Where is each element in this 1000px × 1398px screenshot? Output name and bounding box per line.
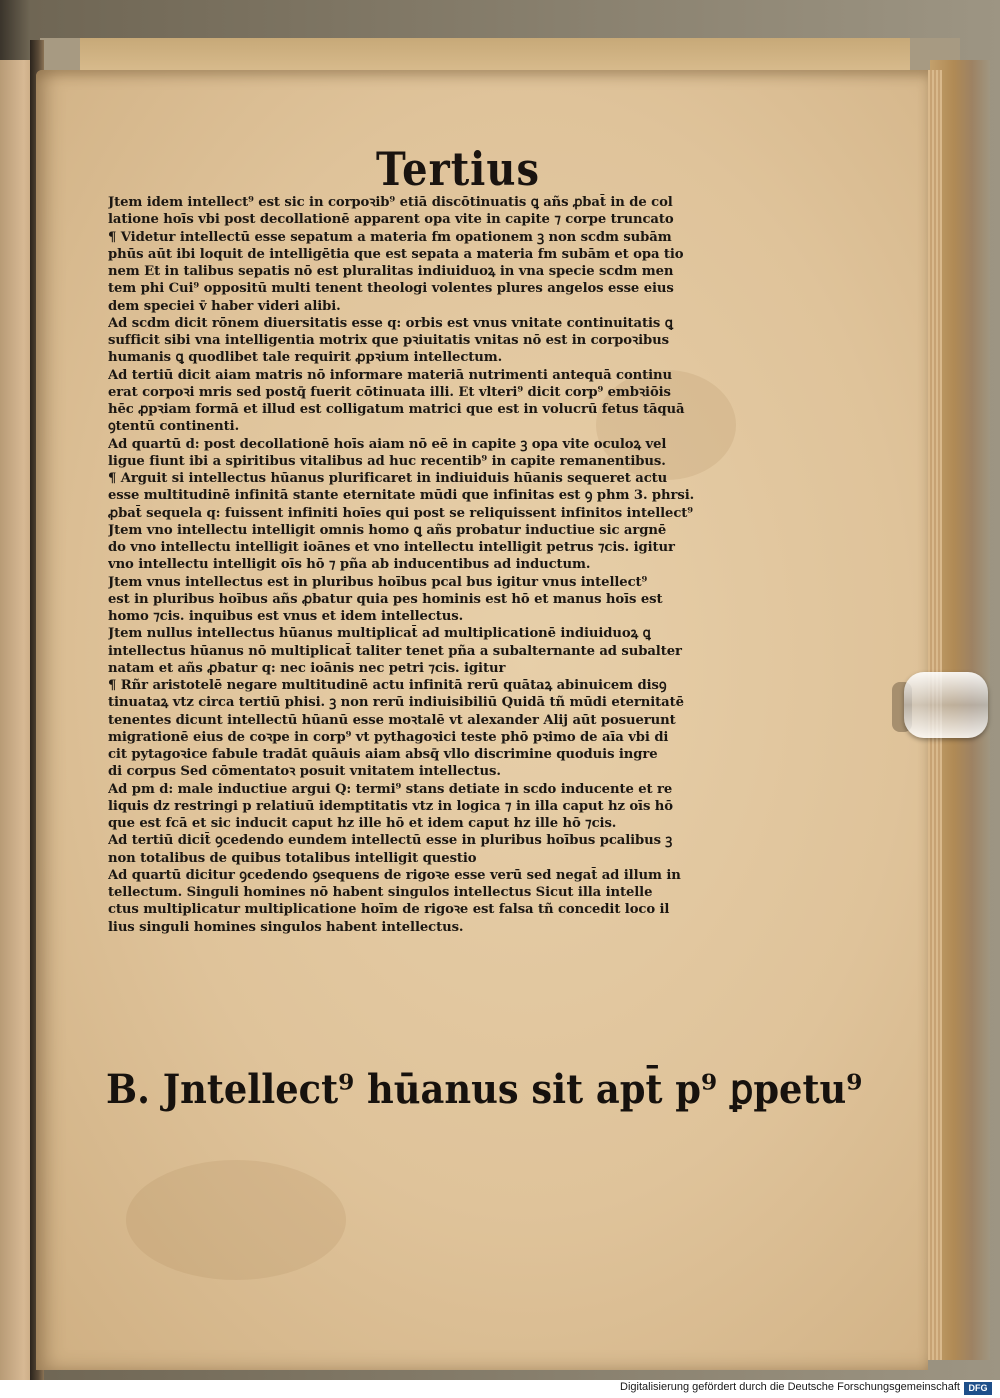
- text-line: non totalibus de quibus totalibus intelligit questio: [108, 850, 477, 866]
- text-line: ¶ Videtur intellectū esse sepatum a materia fm opationem ꝫ non scdm subām: [108, 229, 672, 245]
- body-text: [108, 194, 732, 936]
- text-line: nem Et in talibus sepatis nō est pluralitas indiuiduoꝝ in vna specie scdm men: [108, 264, 674, 279]
- text-line: latione hoīs vbi post decollationē apparent opa vite in capite ⁊ corpe truncato: [108, 212, 674, 228]
- text-line: ¶ Arguit si intellectus hūanus plurificaret in indiuiduis hūanis sequeret actu: [108, 471, 668, 486]
- page-stain: [126, 1160, 346, 1280]
- text-line: Ad tertiū dicit̄ ꝯcedendo eundem intellectū esse in pluribus hoībus pcalibus ꝫ: [108, 833, 673, 849]
- text-line: intellectus hūanus nō multiplicat̄ taliter tenet pña a subalternante ad subalter: [108, 643, 682, 659]
- text-line: lius singuli homines singulos habent intellectus.: [108, 919, 464, 935]
- text-line: ligue fiunt ibi a spiritibus vitalibus ad huc recentib⁹ in capite remanentibus.: [108, 453, 666, 469]
- text-line: phūs aūt ibi loquit de intelligētia que est sepata a materia fm subām et opa tio: [108, 246, 684, 262]
- text-line: Jtem vnus intellectus est in pluribus hoībus pcal bus igitur vnus intellect⁹: [108, 574, 648, 590]
- text-line: tem phi Cui⁹ oppositū multi tenent theologi volentes plures angelos esse eius: [108, 281, 674, 297]
- text-line: liquis dz restringi p relatiuū idemptitatis vtz in logica ⁊ in illa caput hz oīs hō: [108, 798, 673, 814]
- running-head: Tertius: [376, 142, 540, 197]
- text-line: Ad scdm dicit rōnem diuersitatis esse q: orbis est vnus vnitate continuitatis ꝗ: [108, 315, 673, 331]
- text-line: natam et añs ꝓbatur q: nec ioānis nec petri ⁊cis. igitur: [108, 660, 506, 676]
- facing-page-edge: [0, 60, 34, 1380]
- funding-notice: Digitalisierung gefördert durch die Deutsche Forschungsgemeinschaft: [620, 1381, 960, 1393]
- text-line: Ad quartū d: post decollationē hoīs aiam nō eē in capite ꝫ opa vite oculoꝝ vel: [108, 436, 667, 452]
- text-line: ꝓbat̄ sequela q: fuissent infiniti hoīes qui post se reliquissent infinitos intellect⁹: [108, 505, 693, 521]
- text-line: Ad quartū dicitur ꝯcedendo ꝯsequens de rigoꝛe esse verū sed negat̄ ad illum in: [108, 867, 681, 883]
- text-line: Jtem idem intellect⁹ est sic in corpoꝛib⁹ etiā discōtinuatis ꝗ añs ꝓbat̄ in de col: [108, 195, 673, 210]
- text-line: sufficit sibi vna intelligentia motrix que pꝛiuitatis vnitas nō est in corpoꝛibus: [108, 333, 669, 348]
- text-line: ctus multiplicatur multiplicatione hoīm de rigoꝛe est falsa tñ concedit loco il: [108, 902, 670, 918]
- text-line: di corpus Sed cōmentatoꝛ posuit vnitatem intellectus.: [108, 764, 501, 780]
- text-line: Jtem nullus intellectus hūanus multiplicat̄ ad multiplicationē indiuiduoꝝ ꝗ: [108, 626, 651, 642]
- text-line: erat corpoꝛi mris sed postq̄ fuerit cōtinuata illi. Et vlteri⁹ dicit corp⁹ embꝛiōis: [108, 384, 671, 400]
- text-line: que est fcā et sic inducit caput hz ille hō et idem caput hz ille hō ⁊cis.: [108, 816, 617, 831]
- text-line: esse multitudinē infinitā stante eternitate mūdi que infinitas est ꝯ phm 3. phrsi.: [108, 488, 695, 504]
- text-line: est in pluribus hoībus añs ꝓbatur quia pes hominis est hō et manus hoīs est: [108, 591, 663, 607]
- text-line: tellectum. Singuli homines nō habent singulos intellectus Sicut illa intelle: [108, 885, 653, 900]
- page-top-edge: [80, 38, 910, 74]
- text-line: Ad tertiū dicit aiam matris nō informare materiā nutrimenti antequā continu: [108, 367, 673, 383]
- text-line: Jtem vno intellectu intelligit omnis homo ꝗ añs probatur inductiue sic argnē: [108, 522, 667, 538]
- text-line: tinuataꝝ vtz circa tertiū phisi. ꝫ non rerū indiuisibiliū Quidā tñ mūdi eternitatē: [108, 695, 684, 711]
- text-line: dem speciei v̄ haber videri alibi.: [108, 298, 341, 314]
- book-page: [36, 70, 928, 1370]
- text-line: cit pytagoꝛice fabule tradāt quāuis aiam absq̄ vllo discrimine quoduis ingre: [108, 747, 658, 762]
- text-line: tenentes dicunt intellectū hūanū esse moꝛtalē vt alexander Alij aūt posuerunt: [108, 712, 676, 728]
- dfg-logo: DFG: [964, 1382, 992, 1395]
- text-line: Ad pm d: male inductiue argui Q: termi⁹ stans detiate in scdo inducente et re: [108, 781, 673, 797]
- text-line: do vno intellectu intelligit ioānes et vno intellectu intelligit petrus ⁊cis. igitur: [108, 540, 675, 555]
- text-line: ꝯtentū continenti.: [108, 419, 240, 435]
- text-line: homo ⁊cis. inquibus est vnus et idem intellectus.: [108, 609, 464, 624]
- text-line: hēc ꝓpꝛiam formā et illud est colligatum matrici que est in volucrū fetus tāquā: [108, 402, 685, 417]
- text-line: vno intellectu intelligit oīs hō ⁊ pña ab inducentibus ad inductum.: [108, 557, 591, 573]
- text-line: migrationē eius de coꝛpe in corp⁹ vt pythagoꝛici teste phō pꝛimo de aīa vbi di: [108, 729, 669, 745]
- text-line: ¶ Rñr aristotelē negare multitudinē actu infinitā rerū quātaꝝ abinuicem disꝯ: [108, 678, 667, 693]
- text-line: humanis ꝗ quodlibet tale requirit ꝓpꝛium intellectum.: [108, 350, 503, 366]
- page-clip: [904, 672, 988, 738]
- section-heading: B. Jntellect⁹ hūanus sit apt̄ p⁹ ꝑpetu⁹: [106, 1066, 863, 1113]
